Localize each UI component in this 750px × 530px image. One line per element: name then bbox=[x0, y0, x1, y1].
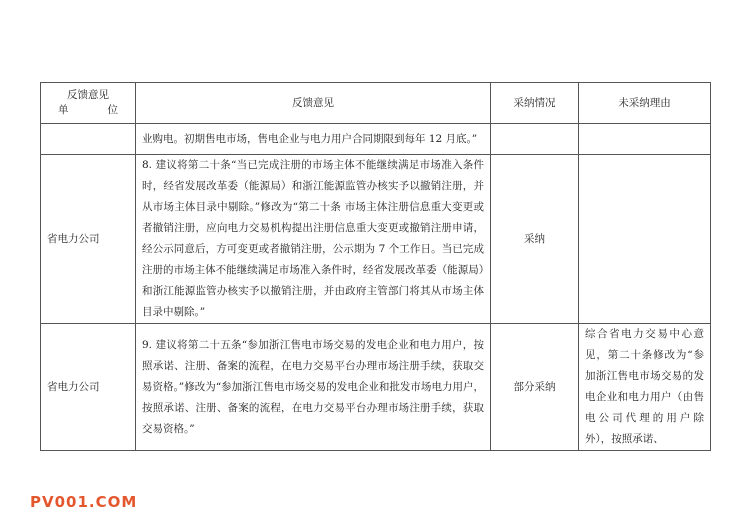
row-reason bbox=[579, 124, 711, 155]
header-reason: 未采纳理由 bbox=[579, 83, 711, 124]
row-unit bbox=[41, 124, 136, 155]
row-adopt: 部分采纳 bbox=[491, 324, 579, 451]
row-reason: 综合省电力交易中心意见，第二十条修改为“参加浙江售电市场交易的发电企业和电力用户（由售电公司代理的用户除外），按照承诺、 bbox=[579, 324, 711, 451]
row-opinion: 8. 建议将第二十条“当已完成注册的市场主体不能继续满足市场准入条件时，经省发展改革委（能源局）和浙江能源监管办核实予以撤销注册，并从市场主体目录中剔除。”修改为“第二十条 市场主体注册信息重大变更或者撤销注册，应向电力交易机构提出注册信息重大变更或撤销注册申请，经公示同意后，方可变更或者撤销注册，公示期为 7 个工作日。当已完成注册的市场主体不能继续满足市场准入条件时，经省发展改革委（能源局）和浙江能源监管办核实予以撤销注册，并由政府主管部门将其从市场主体目录中剔除。” bbox=[136, 155, 491, 324]
row-adopt bbox=[491, 124, 579, 155]
header-unit bbox=[41, 83, 136, 124]
row-unit: 省电力公司 bbox=[41, 324, 136, 451]
watermark-logo: PV001.COM bbox=[30, 493, 138, 511]
header-unit-char-a: 单 bbox=[58, 104, 69, 116]
row-adopt: 采纳 bbox=[491, 155, 579, 324]
header-unit-char-b: 位 bbox=[107, 104, 118, 116]
feedback-table bbox=[40, 82, 711, 451]
row-opinion: 9. 建议将第二十五条“参加浙江售电市场交易的发电企业和电力用户，按照承诺、注册、备案的流程，在电力交易平台办理市场注册手续，获取交易资格。”修改为“参加浙江售电市场交易的发电企业和批发市场电力用户，按照承诺、注册、备案的流程，在电力交易平台办理市场注册手续，获取交易资格。” bbox=[136, 324, 491, 451]
table-row bbox=[41, 155, 711, 324]
header-adopt: 采纳情况 bbox=[491, 83, 579, 124]
table-row bbox=[41, 324, 711, 451]
header-unit-line1: 反馈意见 bbox=[67, 89, 109, 101]
table-header-row bbox=[41, 83, 711, 124]
header-opinion: 反馈意见 bbox=[136, 83, 491, 124]
row-unit: 省电力公司 bbox=[41, 155, 136, 324]
row-reason bbox=[579, 155, 711, 324]
row-opinion: 业购电。初期售电市场，售电企业与电力用户合同期限到每年 12 月底。” bbox=[136, 124, 491, 155]
table-row bbox=[41, 124, 711, 155]
